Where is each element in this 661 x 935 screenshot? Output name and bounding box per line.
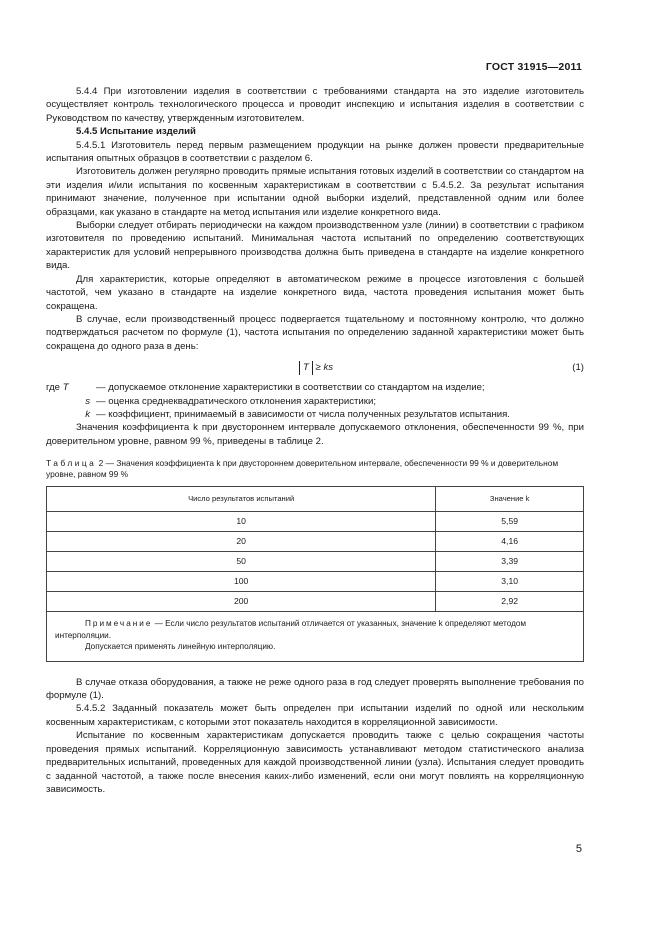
note-line-1: Примечание — Если число результатов испытаний отличается от указанных, значение k определяют методом интерполяции. bbox=[55, 619, 527, 640]
table-row bbox=[47, 512, 584, 532]
table-row bbox=[47, 552, 584, 572]
paragraph-k-values: Значения коэффициента k при двустороннем интервале допускаемого отклонения, обеспеченности 99 %, при доверительном уровне, равном 99 %, приведены в таблице 2. bbox=[46, 422, 584, 447]
formula-number: (1) bbox=[572, 362, 584, 374]
k-coefficient-table bbox=[46, 486, 584, 662]
table-row bbox=[47, 592, 584, 612]
formula-legend bbox=[46, 381, 584, 421]
document-body bbox=[46, 85, 584, 796]
cell-count: 10 bbox=[47, 512, 436, 532]
cell-count: 100 bbox=[47, 572, 436, 592]
table-row bbox=[47, 572, 584, 592]
formula-relation: ≥ ks bbox=[315, 362, 334, 374]
cell-k: 3,39 bbox=[436, 552, 584, 572]
paragraph-5-4-5-2: 5.4.5.2 Заданный показатель может быть определен при испытании изделий по одной или нескольким косвенным характеристикам, с которыми этот показатель находится в корреляционной зависимости. bbox=[46, 703, 584, 728]
table-header-count: Число результатов испытаний bbox=[47, 487, 436, 512]
table-caption: Таблица 2 — Значения коэффициента k при двустороннем доверительном интервале, обеспеченности 99 % и доверительном уровне, равном 99 % bbox=[46, 458, 559, 480]
formula-expression bbox=[299, 361, 333, 374]
table-header-k: Значение k bbox=[436, 487, 584, 512]
note-line-2: Допускается применять линейную интерполяцию. bbox=[85, 642, 276, 652]
cell-count: 20 bbox=[47, 532, 436, 552]
paragraph-automatic-mode: Для характеристик, которые определяют в автоматическом режиме в процессе изготовления с большей частотой, чем указано в стандарте на изделие конкретного вида, частота проведения испытания может быть сокращена. bbox=[46, 273, 584, 312]
paragraph-sampling: Выборки следует отбирать периодически на каждом производственном узле (линии) в соответствии с графиком изготовителя по проведению испытаний. Минимальная частота испытаний по определению соответствующих характеристик для условий непрерывного производства должна быть приведена в стандарте на изделие конкретного вида. bbox=[46, 220, 584, 272]
document-header: ГОСТ 31915—2011 bbox=[485, 61, 582, 73]
page-number: 5 bbox=[575, 843, 582, 855]
legend-def-T: — допускаемое отклонение характеристики в соответствии со стандартом на изделие; bbox=[96, 382, 485, 394]
table-row bbox=[47, 532, 584, 552]
legend-term-k: k bbox=[85, 408, 90, 420]
table-note bbox=[47, 612, 584, 662]
paragraph-direct-tests: Изготовитель должен регулярно проводить прямые испытания готовых изделий в соответствии со стандартом на эти изделия и/или испытания по косвенным характеристикам в соответствии с 5.4.5.2. За результат испытания принимают значение, полученное при испытании одной выборки изделий, представленной одним или более образцами, как указано в стандарте на метод испытания или изделие конкретного вида. bbox=[46, 166, 584, 218]
cell-k: 2,92 bbox=[436, 592, 584, 612]
legend-def-k: — коэффициент, принимаемый в зависимости от числа полученных результатов испытания. bbox=[96, 408, 510, 420]
paragraph-equipment-failure: В случае отказа оборудования, а также не реже одного раза в год следует проверять выполнение требования по формуле (1). bbox=[46, 676, 584, 702]
cell-k: 3,10 bbox=[436, 572, 584, 592]
legend-def-s: — оценка среднеквадратического отклонения характеристики; bbox=[96, 395, 377, 407]
legend-term-s: s bbox=[85, 395, 90, 407]
paragraph-controlled-process: В случае, если производственный процесс подвергается тщательному и постоянному контролю, что должно подтверждаться расчетом по формуле (1), частота испытания по определению заданной характеристики может быть сокращена до одного раза в день: bbox=[46, 313, 584, 352]
cell-k: 5,59 bbox=[436, 512, 584, 532]
cell-count: 50 bbox=[47, 552, 436, 572]
legend-row-T bbox=[46, 381, 584, 394]
legend-row-s bbox=[46, 395, 584, 408]
table-header-row bbox=[47, 487, 584, 512]
paragraph-indirect-tests: Испытание по косвенным характеристикам допускается проводить также с целью сокращения частоты проведения прямых испытаний. Корреляционную зависимость устанавливают методом статистического анализа предварительных испытаний, проведенных для каждой производственной линии (узла). Испытания следует проводить с заданной частотой, а также после внесения каких-либо изменений, если они могут повлиять на корреляционную зависимость. bbox=[46, 730, 584, 795]
legend-row-k bbox=[46, 408, 584, 421]
paragraph-5-4-4: 5.4.4 При изготовлении изделия в соответствии с требованиями стандарта на это изделие изготовитель осуществляет контроль технологического процесса и проводит инспекцию и испытания изделия в соответствии с Руководством по качеству, утвержденным изготовителем. bbox=[46, 86, 584, 124]
paragraph-5-4-5-1: 5.4.5.1 Изготовитель перед первым размещением продукции на рынке должен провести предварительные испытания опытных образцов в соответствии с разделом 6. bbox=[46, 139, 584, 165]
formula-abs-T: T bbox=[299, 361, 313, 374]
legend-term-T: где T bbox=[46, 382, 69, 394]
table-note-row bbox=[47, 612, 584, 662]
cell-k: 4,16 bbox=[436, 532, 584, 552]
section-heading-5-4-5: 5.4.5 Испытание изделий bbox=[76, 126, 196, 138]
formula-1 bbox=[46, 356, 584, 378]
cell-count: 200 bbox=[47, 592, 436, 612]
